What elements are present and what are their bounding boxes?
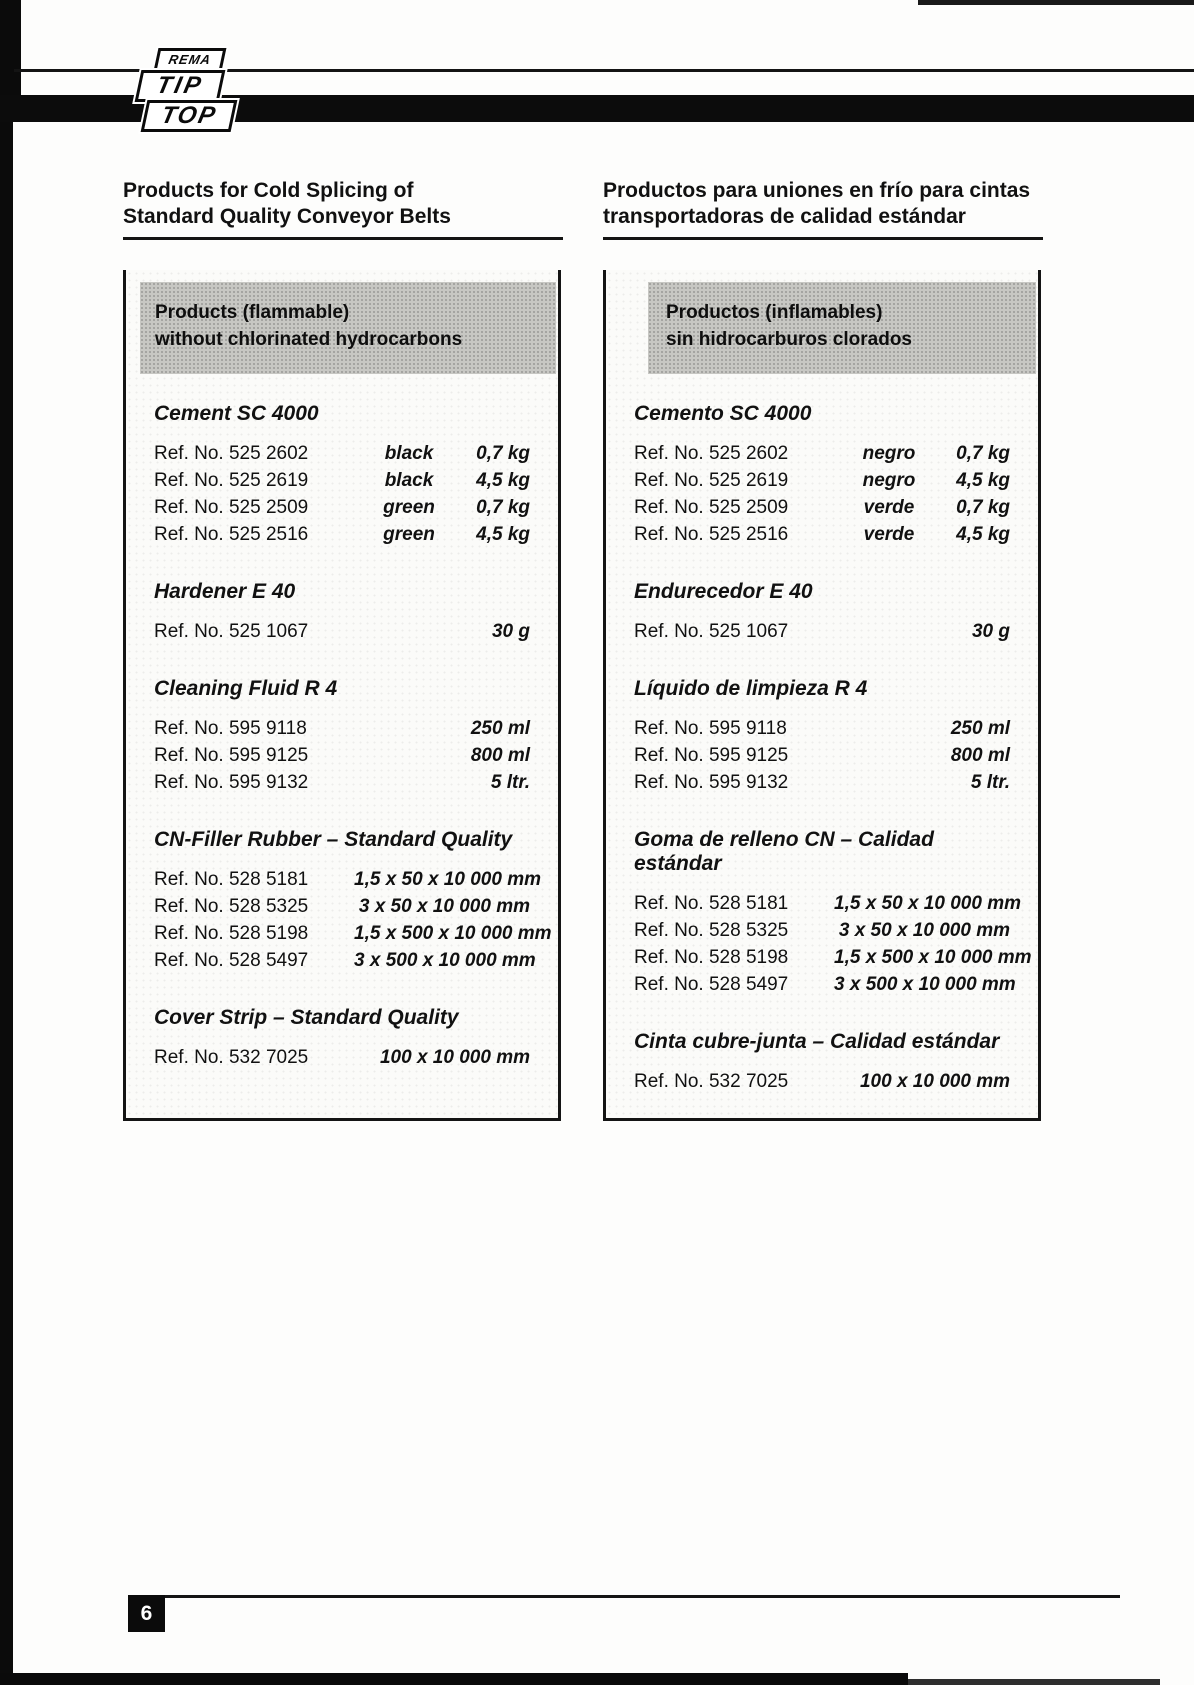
logo-tip-box bbox=[135, 70, 226, 102]
section-rows bbox=[154, 1044, 530, 1071]
product-row bbox=[634, 521, 1010, 548]
product-section bbox=[154, 1006, 530, 1071]
product-row bbox=[154, 494, 530, 521]
logo-rema-box bbox=[154, 48, 227, 71]
size-value: 4,5 kg bbox=[956, 470, 1010, 491]
logo-rema-text: REMA bbox=[167, 52, 213, 67]
ref-number: Ref. No. 525 2516 bbox=[634, 524, 789, 545]
size-value: 0,7 kg bbox=[476, 497, 530, 518]
product-row bbox=[154, 742, 530, 769]
ref-number: Ref. No. 528 5198 bbox=[634, 947, 789, 968]
product-row bbox=[634, 742, 1010, 769]
ref-number: Ref. No. 595 9118 bbox=[634, 718, 787, 739]
size-value: 4,5 kg bbox=[956, 524, 1010, 545]
size-value: 250 ml bbox=[950, 718, 1010, 739]
size-value: 3 x 500 x 10 000 mm bbox=[354, 950, 536, 971]
product-section bbox=[634, 1030, 1010, 1095]
section-title: Hardener E 40 bbox=[154, 580, 296, 603]
ref-number: Ref. No. 525 2619 bbox=[634, 470, 789, 491]
product-section bbox=[634, 828, 1032, 998]
ref-number: Ref. No. 595 9125 bbox=[154, 745, 309, 766]
color-variant: black bbox=[384, 470, 434, 491]
section-rows bbox=[634, 715, 1010, 796]
size-value: 3 x 50 x 10 000 mm bbox=[838, 920, 1010, 941]
panel-title-box-spanish bbox=[648, 282, 1036, 374]
section-title: Cover Strip – Standard Quality bbox=[154, 1006, 459, 1029]
color-variant: verde bbox=[863, 497, 915, 518]
size-value: 3 x 500 x 10 000 mm bbox=[834, 974, 1016, 995]
scan-edge-bottom-extension bbox=[908, 1679, 1160, 1685]
heading-spanish bbox=[603, 178, 1043, 240]
product-section bbox=[634, 677, 1010, 796]
ref-number: Ref. No. 525 2619 bbox=[154, 470, 309, 491]
heading-spanish-line2: transportadoras de calidad estándar bbox=[603, 205, 966, 228]
size-value: 100 x 10 000 mm bbox=[379, 1047, 530, 1068]
color-variant: green bbox=[383, 497, 435, 518]
product-section bbox=[154, 677, 530, 796]
rema-tip-top-logo bbox=[128, 48, 248, 140]
panel-title-line2: sin hidrocarburos clorados bbox=[666, 329, 912, 350]
ref-number: Ref. No. 528 5325 bbox=[154, 896, 309, 917]
size-value: 1,5 x 500 x 10 000 mm bbox=[354, 923, 552, 944]
ref-number: Ref. No. 528 5497 bbox=[634, 974, 789, 995]
size-value: 800 ml bbox=[950, 745, 1010, 766]
panel-body-english bbox=[126, 402, 558, 1071]
product-row bbox=[154, 866, 541, 893]
section-title: Cemento SC 4000 bbox=[634, 402, 812, 425]
product-row bbox=[634, 467, 1010, 494]
footer-rule bbox=[128, 1595, 1120, 1598]
size-value: 30 g bbox=[491, 621, 530, 642]
product-row bbox=[634, 618, 1010, 645]
section-title: Cleaning Fluid R 4 bbox=[154, 677, 338, 700]
ref-number: Ref. No. 528 5181 bbox=[634, 893, 789, 914]
size-value: 1,5 x 50 x 10 000 mm bbox=[354, 869, 541, 890]
ref-number: Ref. No. 525 2516 bbox=[154, 524, 309, 545]
section-title: Cinta cubre-junta – Calidad estándar bbox=[634, 1030, 1000, 1053]
ref-number: Ref. No. 525 1067 bbox=[154, 621, 309, 642]
product-row bbox=[634, 917, 1010, 944]
section-title: Líquido de limpieza R 4 bbox=[634, 677, 868, 700]
product-row bbox=[154, 715, 530, 742]
ref-number: Ref. No. 595 9125 bbox=[634, 745, 789, 766]
panel-title-line1: Products (flammable) bbox=[155, 302, 350, 323]
product-row bbox=[154, 618, 530, 645]
ref-number: Ref. No. 528 5198 bbox=[154, 923, 309, 944]
size-value: 1,5 x 50 x 10 000 mm bbox=[834, 893, 1021, 914]
product-row bbox=[634, 890, 1021, 917]
scan-edge-top-right bbox=[918, 0, 1194, 5]
panel-title-line1: Productos (inflamables) bbox=[666, 302, 883, 323]
ref-number: Ref. No. 528 5325 bbox=[634, 920, 789, 941]
section-rows bbox=[154, 618, 530, 645]
product-row bbox=[154, 521, 530, 548]
color-variant: verde bbox=[863, 524, 915, 545]
scan-edge-bottom bbox=[0, 1673, 908, 1685]
size-value: 3 x 50 x 10 000 mm bbox=[358, 896, 530, 917]
color-variant: black bbox=[384, 443, 434, 464]
scan-edge-left bbox=[0, 0, 13, 1685]
size-value: 0,7 kg bbox=[956, 497, 1010, 518]
size-value: 100 x 10 000 mm bbox=[859, 1071, 1010, 1092]
product-section bbox=[154, 580, 530, 645]
size-value: 1,5 x 500 x 10 000 mm bbox=[834, 947, 1032, 968]
section-rows bbox=[634, 440, 1010, 548]
product-panel-english bbox=[123, 270, 561, 1121]
product-row bbox=[634, 769, 1010, 796]
size-value: 800 ml bbox=[470, 745, 530, 766]
ref-number: Ref. No. 528 5497 bbox=[154, 950, 309, 971]
color-variant: negro bbox=[862, 443, 916, 464]
ref-number: Ref. No. 528 5181 bbox=[154, 869, 309, 890]
heading-spanish-line1: Productos para uniones en frío para cintas bbox=[603, 179, 1031, 202]
product-row bbox=[634, 1068, 1010, 1095]
logo-top-text: TOP bbox=[158, 102, 220, 129]
size-value: 0,7 kg bbox=[956, 443, 1010, 464]
color-variant: negro bbox=[862, 470, 916, 491]
product-row bbox=[154, 1044, 530, 1071]
ref-number: Ref. No. 525 2509 bbox=[154, 497, 309, 518]
product-row bbox=[634, 494, 1010, 521]
panel-title-line2: without chlorinated hydrocarbons bbox=[155, 329, 463, 350]
ref-number: Ref. No. 595 9132 bbox=[634, 772, 789, 793]
product-row bbox=[634, 715, 1010, 742]
heading-english-line2: Standard Quality Conveyor Belts bbox=[123, 205, 451, 228]
section-rows bbox=[154, 715, 530, 796]
section-title: Endurecedor E 40 bbox=[634, 580, 813, 603]
heading-spanish-rule bbox=[603, 237, 1043, 240]
size-value: 5 ltr. bbox=[490, 772, 530, 793]
ref-number: Ref. No. 595 9132 bbox=[154, 772, 309, 793]
panel-body-spanish bbox=[606, 402, 1038, 1095]
size-value: 4,5 kg bbox=[476, 470, 530, 491]
size-value: 250 ml bbox=[470, 718, 530, 739]
product-row bbox=[634, 971, 1016, 998]
size-value: 30 g bbox=[971, 621, 1010, 642]
product-row bbox=[634, 944, 1032, 971]
ref-number: Ref. No. 595 9118 bbox=[154, 718, 307, 739]
product-section bbox=[634, 402, 1010, 548]
product-row bbox=[154, 769, 530, 796]
color-variant: green bbox=[383, 524, 435, 545]
section-rows bbox=[634, 890, 1032, 998]
heading-english bbox=[123, 178, 563, 240]
section-title: CN-Filler Rubber – Standard Quality bbox=[154, 828, 513, 851]
ref-number: Ref. No. 525 1067 bbox=[634, 621, 789, 642]
section-rows bbox=[634, 618, 1010, 645]
product-section bbox=[154, 402, 530, 548]
product-section bbox=[634, 580, 1010, 645]
ref-number: Ref. No. 532 7025 bbox=[154, 1047, 309, 1068]
product-row bbox=[634, 440, 1010, 467]
ref-number: Ref. No. 525 2602 bbox=[154, 443, 309, 464]
product-row bbox=[154, 467, 530, 494]
heading-english-rule bbox=[123, 237, 563, 240]
panel-title-box-english bbox=[140, 282, 556, 374]
page-number-badge: 6 bbox=[128, 1595, 165, 1632]
section-rows bbox=[154, 440, 530, 548]
section-rows bbox=[634, 1068, 1010, 1095]
logo-top-box bbox=[141, 100, 238, 132]
section-title: Cement SC 4000 bbox=[154, 402, 319, 425]
ref-number: Ref. No. 532 7025 bbox=[634, 1071, 789, 1092]
logo-tip-text: TIP bbox=[154, 72, 207, 99]
product-section bbox=[154, 828, 552, 974]
section-title: Goma de relleno CN – Calidad estándar bbox=[634, 828, 934, 875]
size-value: 4,5 kg bbox=[476, 524, 530, 545]
heading-english-line1: Products for Cold Splicing of bbox=[123, 179, 414, 202]
product-row bbox=[154, 893, 530, 920]
ref-number: Ref. No. 525 2602 bbox=[634, 443, 789, 464]
size-value: 5 ltr. bbox=[970, 772, 1010, 793]
product-row bbox=[154, 920, 552, 947]
size-value: 0,7 kg bbox=[476, 443, 530, 464]
product-row bbox=[154, 947, 536, 974]
product-panel-spanish bbox=[603, 270, 1041, 1121]
ref-number: Ref. No. 525 2509 bbox=[634, 497, 789, 518]
section-rows bbox=[154, 866, 552, 974]
product-row bbox=[154, 440, 530, 467]
